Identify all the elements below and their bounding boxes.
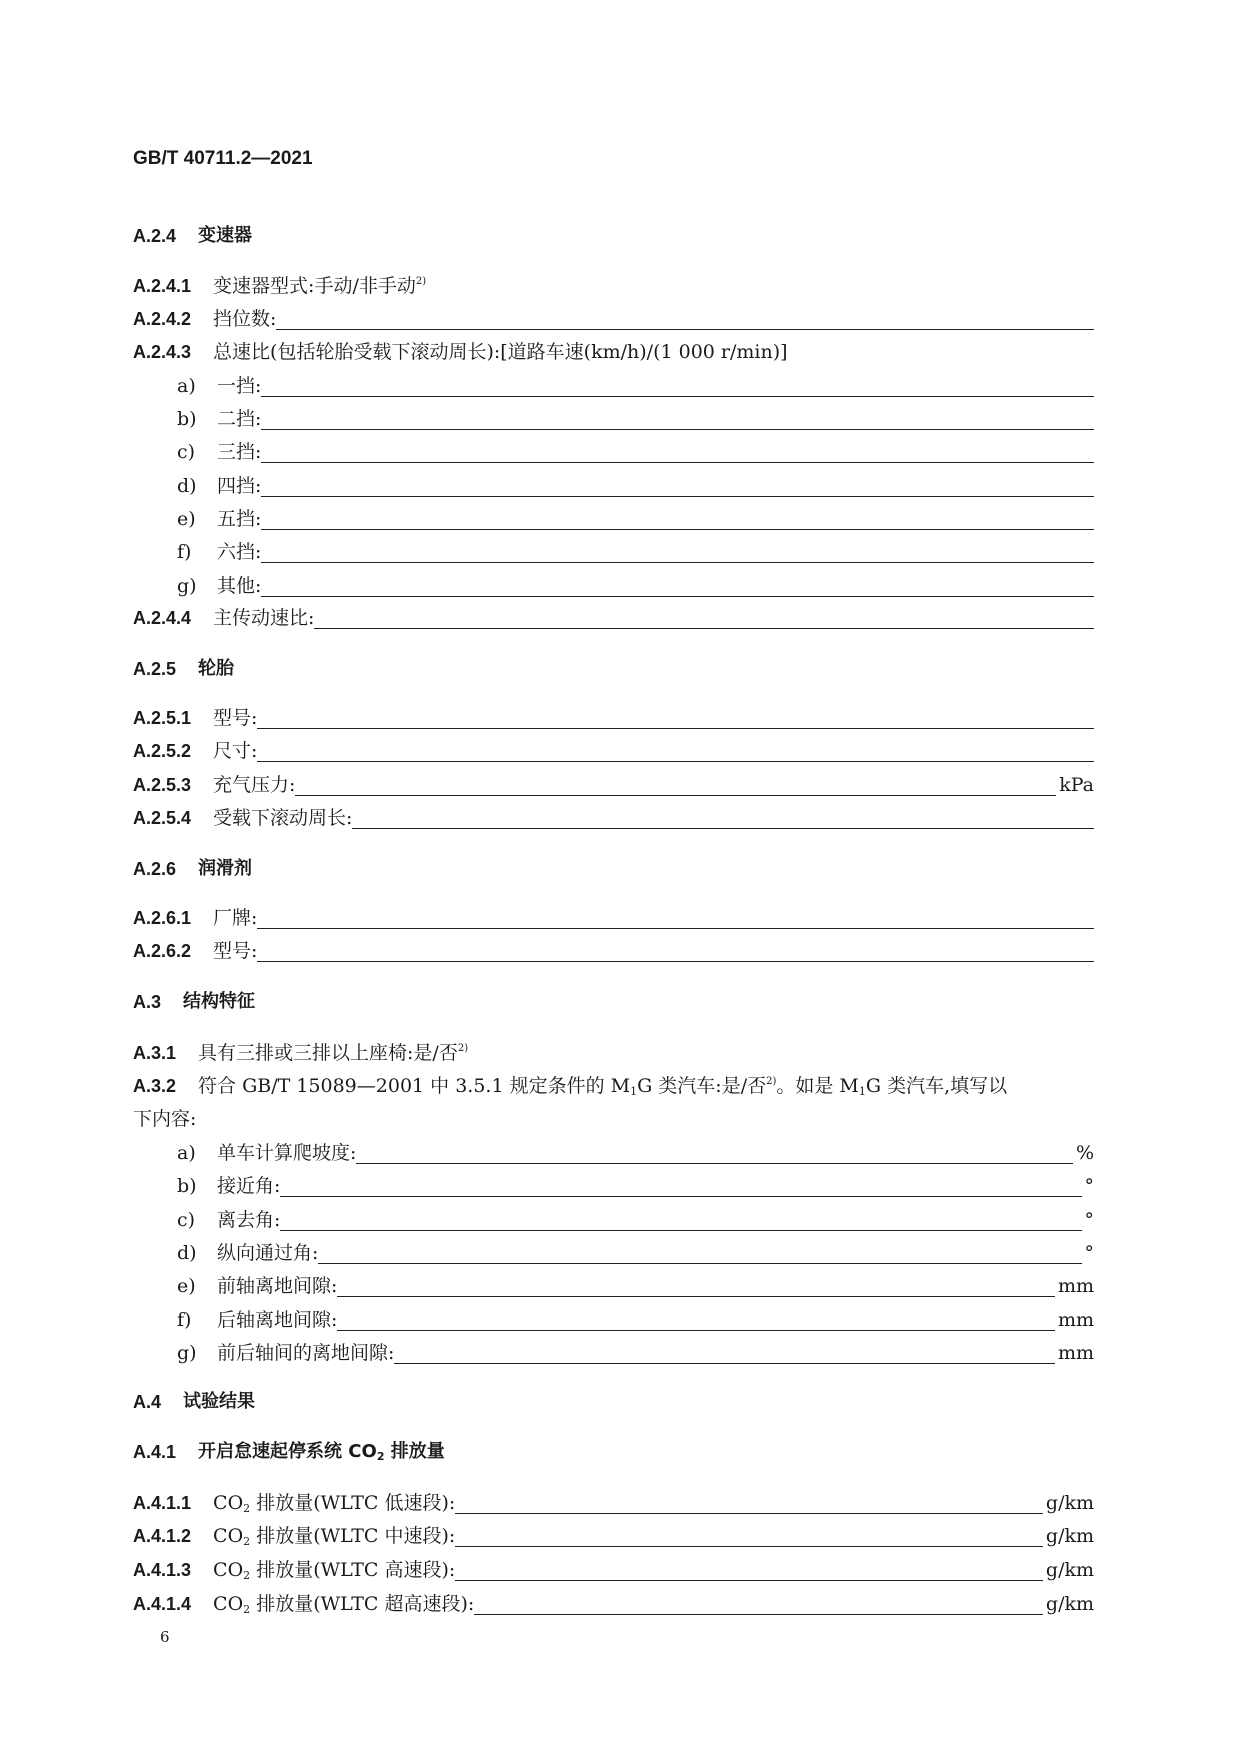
subscript: 2 xyxy=(376,1450,385,1463)
form-field xyxy=(133,1591,1094,1617)
clause-number: A.2.5.1 xyxy=(133,708,192,728)
form-field xyxy=(177,1207,1094,1233)
blank-entry-line[interactable] xyxy=(356,1143,1073,1164)
field-label: 接近角: xyxy=(217,1175,281,1197)
form-field xyxy=(177,1240,1094,1266)
field-label: $CO_2$ 排放量(WLTC 低速段): xyxy=(213,1492,456,1515)
unit-label: g/km xyxy=(1045,1559,1094,1581)
footnote-ref: 2) xyxy=(766,1076,777,1087)
clause-number: A.2.4.1 xyxy=(133,276,192,296)
field-label: 轮胎 xyxy=(198,658,235,679)
clause-number: A.2.5.4 xyxy=(133,808,192,828)
field-label: 其他: xyxy=(217,575,262,597)
field-label: 四挡: xyxy=(217,475,262,497)
blank-entry-line[interactable] xyxy=(314,608,1094,629)
document-header: GB/T 40711.2—2021 xyxy=(133,148,313,169)
field-label: 三挡: xyxy=(217,441,262,463)
field-label: 主传动速比: xyxy=(213,607,315,629)
field-label: 试验结果 xyxy=(183,1391,256,1412)
form-field xyxy=(133,705,1094,731)
field-label: 结构特征 xyxy=(183,991,256,1012)
item-letter: g) xyxy=(177,1342,197,1364)
field-label: 挡位数: xyxy=(213,308,277,330)
field-label: 二挡: xyxy=(217,408,262,430)
field-label: 变速器型式:手动/非手动$^{2)}$ xyxy=(213,275,427,297)
blank-entry-line[interactable] xyxy=(261,376,1094,397)
form-field xyxy=(177,539,1094,565)
section-heading xyxy=(133,1389,1094,1415)
form-field xyxy=(177,373,1094,399)
blank-entry-line[interactable] xyxy=(257,708,1094,729)
field-label: 型号: xyxy=(213,707,258,729)
field-label: 前轴离地间隙: xyxy=(217,1275,338,1297)
blank-entry-line[interactable] xyxy=(295,775,1056,796)
form-field xyxy=(177,1273,1094,1299)
clause-number: A.4.1 xyxy=(133,1442,177,1462)
field-label: 单车计算爬坡度: xyxy=(217,1142,357,1164)
field-label: 总速比(包括轮胎受载下滚动周长):[道路车速(km/h)/(1 000 r/min)] xyxy=(213,341,788,363)
blank-entry-line[interactable] xyxy=(280,1210,1081,1231)
form-field xyxy=(177,1340,1094,1366)
unit-label: ° xyxy=(1084,1209,1094,1231)
section-heading xyxy=(133,656,1094,682)
field-label: 变速器 xyxy=(198,225,253,246)
item-letter: e) xyxy=(177,1275,196,1297)
clause-number: A.2.6.1 xyxy=(133,908,192,928)
unit-label: mm xyxy=(1057,1275,1094,1297)
item-letter: c) xyxy=(177,441,196,463)
field-label: 润滑剂 xyxy=(198,858,253,879)
form-field xyxy=(177,439,1094,465)
field-label: 尺寸: xyxy=(213,740,258,762)
unit-label: g/km xyxy=(1045,1492,1094,1514)
blank-entry-line[interactable] xyxy=(455,1560,1043,1581)
form-field xyxy=(177,1140,1094,1166)
clause-number: A.2.4.2 xyxy=(133,309,192,329)
blank-entry-line[interactable] xyxy=(337,1276,1055,1297)
form-field xyxy=(133,738,1094,764)
form-field xyxy=(133,306,1094,332)
unit-label: g/km xyxy=(1045,1525,1094,1547)
section-heading xyxy=(133,223,1094,249)
field-label: 六挡: xyxy=(217,541,262,563)
blank-entry-line[interactable] xyxy=(261,509,1094,530)
field-label: 具有三排或三排以上座椅:是/否$^{2)}$ xyxy=(198,1042,469,1064)
section-heading xyxy=(133,989,1094,1015)
blank-entry-line[interactable] xyxy=(337,1310,1055,1331)
blank-entry-line[interactable] xyxy=(261,476,1094,497)
unit-label: ° xyxy=(1084,1175,1094,1197)
page-number: 6 xyxy=(160,1628,170,1646)
item-letter: b) xyxy=(177,408,197,430)
clause-number: A.2.4.3 xyxy=(133,342,192,362)
blank-entry-line[interactable] xyxy=(455,1493,1043,1514)
field-label: $CO_2$ 排放量(WLTC 中速段): xyxy=(213,1525,456,1548)
form-field xyxy=(133,905,1094,931)
blank-entry-line[interactable] xyxy=(474,1594,1043,1615)
unit-label: kPa xyxy=(1059,774,1094,796)
unit-label: g/km xyxy=(1045,1593,1094,1615)
item-letter: a) xyxy=(177,1142,196,1164)
section-heading xyxy=(133,1439,1094,1465)
blank-entry-line[interactable] xyxy=(352,808,1094,829)
blank-entry-line[interactable] xyxy=(257,941,1094,962)
form-field xyxy=(177,473,1094,499)
field-label: $CO_2$ 排放量(WLTC 超高速段): xyxy=(213,1593,475,1616)
field-label: 充气压力: xyxy=(213,774,296,796)
form-statement xyxy=(133,1106,1094,1132)
item-letter: c) xyxy=(177,1209,196,1231)
form-field xyxy=(133,1490,1094,1516)
item-letter: f) xyxy=(177,1309,192,1331)
field-label: 厂牌: xyxy=(213,907,258,929)
item-letter: d) xyxy=(177,475,197,497)
unit-label: mm xyxy=(1057,1342,1094,1364)
field-label: 下内容: xyxy=(133,1108,197,1130)
blank-entry-line[interactable] xyxy=(261,542,1094,563)
form-field xyxy=(133,605,1094,631)
footnote-ref: 2) xyxy=(457,1043,469,1054)
blank-entry-line[interactable] xyxy=(276,309,1094,330)
blank-entry-line[interactable] xyxy=(394,1343,1055,1364)
subscript: 2 xyxy=(243,1569,251,1582)
blank-entry-line[interactable] xyxy=(257,741,1094,762)
field-label: 纵向通过角: xyxy=(217,1242,319,1264)
clause-number: A.2.5.2 xyxy=(133,741,192,761)
clause-number: A.2.4 xyxy=(133,226,177,246)
blank-entry-line[interactable] xyxy=(318,1243,1081,1264)
field-label: 开启怠速起停系统 $CO_2$ 排放量 xyxy=(198,1441,445,1463)
subscript: 2 xyxy=(243,1603,251,1616)
subscript: 2 xyxy=(243,1535,251,1548)
form-field xyxy=(133,1557,1094,1583)
clause-number: A.2.4.4 xyxy=(133,608,192,628)
form-field xyxy=(177,406,1094,432)
footnote-ref: 2) xyxy=(415,276,427,287)
subscript: 1 xyxy=(630,1085,638,1098)
item-letter: d) xyxy=(177,1242,197,1264)
blank-entry-line[interactable] xyxy=(261,576,1094,597)
item-letter: g) xyxy=(177,575,197,597)
clause-number: A.3.1 xyxy=(133,1043,177,1063)
form-field xyxy=(177,506,1094,532)
form-field xyxy=(177,1173,1094,1199)
form-statement xyxy=(133,1073,1094,1099)
section-heading xyxy=(133,856,1094,882)
form-statement xyxy=(133,339,1094,365)
clause-number: A.4.1.2 xyxy=(133,1526,192,1546)
clause-number: A.2.6 xyxy=(133,859,177,879)
form-field xyxy=(133,1523,1094,1549)
clause-number: A.2.6.2 xyxy=(133,941,192,961)
field-label: 前后轴间的离地间隙: xyxy=(217,1342,395,1364)
field-label: 型号: xyxy=(213,940,258,962)
clause-number: A.3.2 xyxy=(133,1076,177,1096)
field-label: 离去角: xyxy=(217,1209,281,1231)
item-letter: b) xyxy=(177,1175,197,1197)
unit-label: mm xyxy=(1057,1309,1094,1331)
field-label: 一挡: xyxy=(217,375,262,397)
blank-entry-line[interactable] xyxy=(455,1526,1043,1547)
clause-number: A.2.5 xyxy=(133,659,177,679)
form-field xyxy=(177,1307,1094,1333)
unit-label: % xyxy=(1075,1142,1094,1164)
item-letter: e) xyxy=(177,508,196,530)
form-field xyxy=(177,573,1094,599)
clause-number: A.4.1.3 xyxy=(133,1560,192,1580)
subscript: 1 xyxy=(858,1085,866,1098)
blank-entry-line[interactable] xyxy=(257,908,1094,929)
item-letter: a) xyxy=(177,375,196,397)
clause-number: A.4.1.4 xyxy=(133,1594,192,1614)
form-statement xyxy=(133,273,1094,299)
clause-number: A.4.1.1 xyxy=(133,1493,192,1513)
blank-entry-line[interactable] xyxy=(280,1176,1081,1197)
field-label: 后轴离地间隙: xyxy=(217,1309,338,1331)
field-label: 受载下滚动周长: xyxy=(213,807,353,829)
field-label: 五挡: xyxy=(217,508,262,530)
form-field xyxy=(133,772,1094,798)
form-statement xyxy=(133,1040,1094,1066)
field-label: 符合 GB/T 15089—2001 中 3.5.1 规定条件的 $M_1G$ 类汽车:是/否$^{2)}$。如是 $M_1G$ 类汽车,填写以 xyxy=(198,1075,1008,1098)
form-field xyxy=(133,938,1094,964)
form-field xyxy=(133,805,1094,831)
clause-number: A.2.5.3 xyxy=(133,775,192,795)
blank-entry-line[interactable] xyxy=(261,409,1094,430)
unit-label: ° xyxy=(1084,1242,1094,1264)
subscript: 2 xyxy=(243,1502,251,1515)
blank-entry-line[interactable] xyxy=(261,442,1094,463)
clause-number: A.3 xyxy=(133,992,162,1012)
clause-number: A.4 xyxy=(133,1392,162,1412)
field-label: $CO_2$ 排放量(WLTC 高速段): xyxy=(213,1559,456,1582)
item-letter: f) xyxy=(177,541,192,563)
